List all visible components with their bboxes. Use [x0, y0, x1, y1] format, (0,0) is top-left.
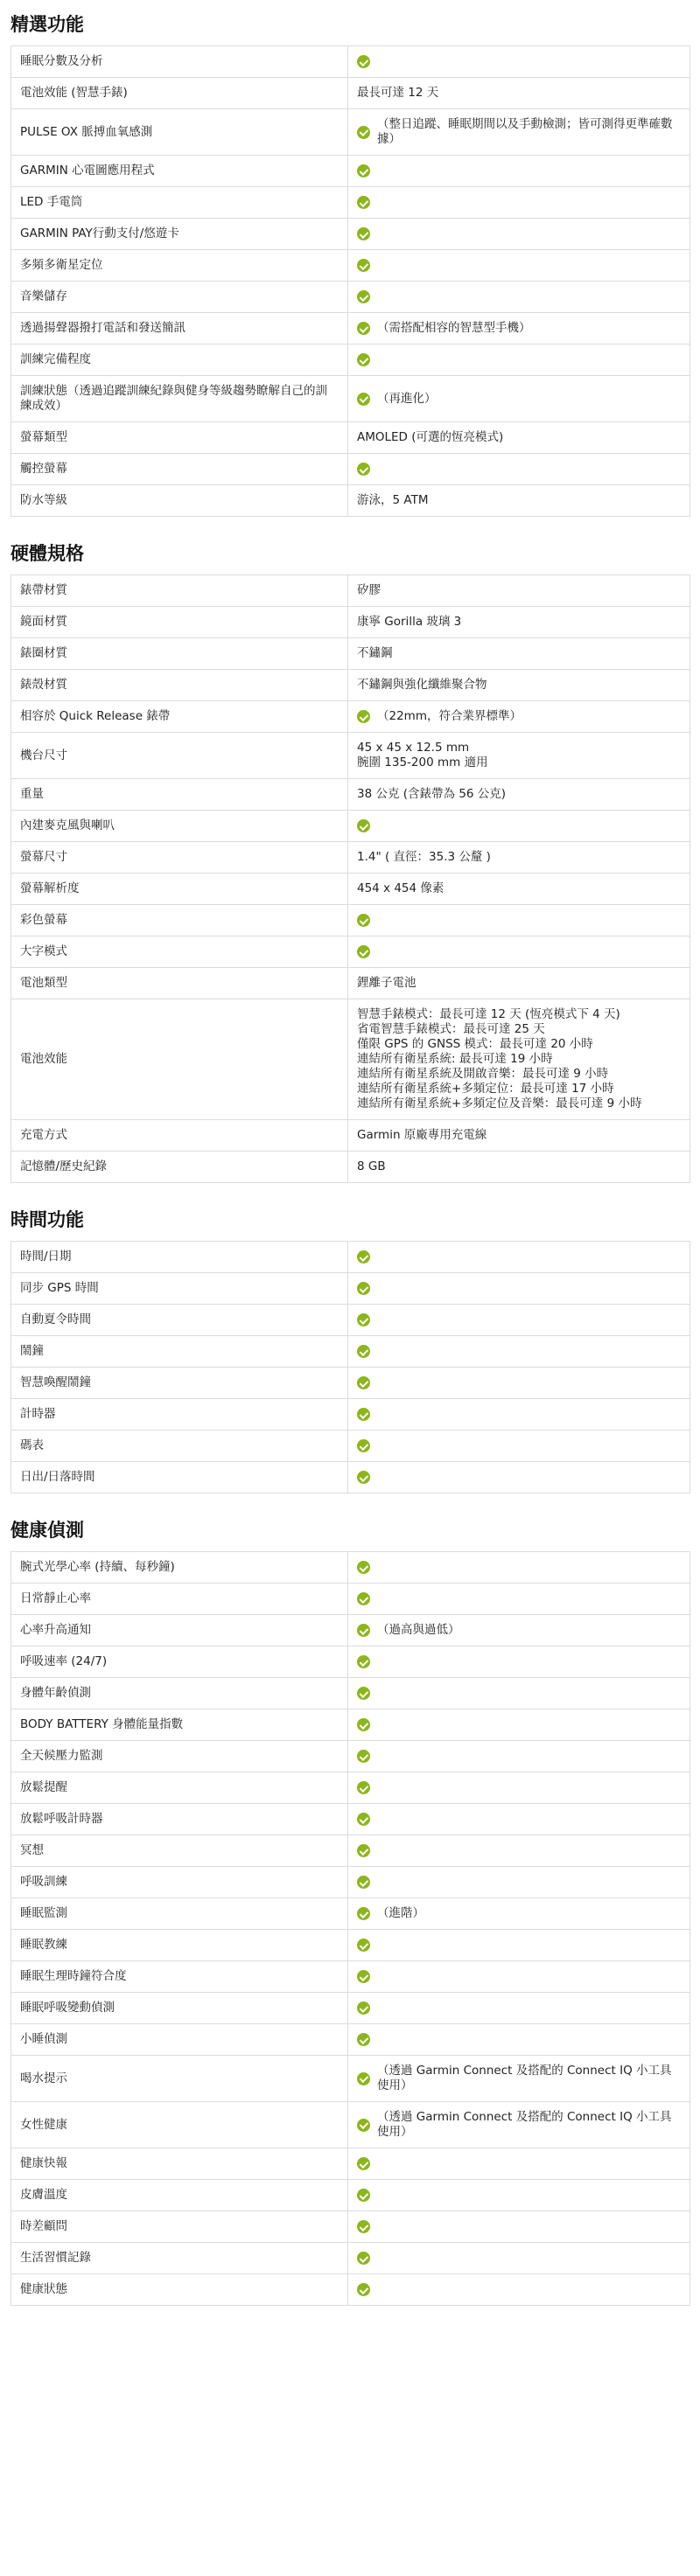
spec-value	[348, 1709, 690, 1741]
spec-value	[348, 2211, 690, 2243]
spec-value	[348, 2180, 690, 2211]
table-row	[11, 811, 690, 842]
spec-value	[348, 187, 690, 219]
spec-label: 重量	[11, 779, 348, 811]
check-circle-icon	[357, 2072, 370, 2085]
spec-label: GARMIN PAY行動支付/悠遊卡	[11, 219, 348, 250]
check-circle-icon	[357, 1592, 370, 1605]
spec-label: 生活習慣記錄	[11, 2243, 348, 2274]
spec-label: 錶帶材質	[11, 575, 348, 607]
spec-value	[348, 219, 690, 250]
table-row	[11, 999, 690, 1120]
spec-label: 睡眠監測	[11, 1898, 348, 1930]
table-row	[11, 2243, 690, 2274]
table-row	[11, 345, 690, 376]
spec-table	[10, 45, 690, 517]
spec-value	[348, 1741, 690, 1772]
check-circle-icon	[357, 55, 370, 68]
spec-value-text: 38 公克 (含錶帶為 56 公克)	[357, 787, 507, 801]
spec-value	[348, 2274, 690, 2306]
spec-value	[348, 1615, 690, 1647]
spec-value	[348, 1898, 690, 1930]
spec-label: 睡眠分數及分析	[11, 46, 348, 78]
spec-value	[348, 811, 690, 842]
check-circle-icon	[357, 1408, 370, 1421]
check-circle-icon	[357, 710, 370, 723]
check-circle-icon	[357, 290, 370, 303]
check-circle-icon	[357, 1687, 370, 1700]
spec-value	[348, 575, 690, 607]
spec-value	[348, 874, 690, 905]
table-row	[11, 1867, 690, 1898]
spec-value-text: 智慧手錶模式：最長可達 12 天 (恆亮模式下 4 天) 省電智慧手錶模式：最長可達 25 天 僅限 GPS 的 GNSS 模式：最長可達 20 小時 連結所有衛星系統: 最長可達 19 小時 連結所有衛星系統及開啟音樂：最長可達 9 小時 連結所有衛星系統+多頻定位：最長可達 17 小時 連結所有衛星系統+多頻定位及音樂：最長可達 9 小時	[357, 1007, 642, 1110]
spec-label: 多頻多衛星定位	[11, 250, 348, 282]
check-circle-icon	[357, 1844, 370, 1857]
spec-value	[348, 1462, 690, 1493]
check-circle-icon	[357, 322, 370, 335]
table-row	[11, 2056, 690, 2102]
spec-label: 內建麥克風與喇叭	[11, 811, 348, 842]
table-row	[11, 219, 690, 250]
check-circle-icon	[357, 2002, 370, 2015]
table-row	[11, 670, 690, 701]
spec-value	[348, 1647, 690, 1678]
table-row	[11, 1709, 690, 1741]
check-circle-icon	[357, 2283, 370, 2296]
check-circle-icon	[357, 2220, 370, 2233]
check-circle-icon	[357, 2157, 370, 2170]
spec-label: 訓練狀態（透過追蹤訓練紀錄與健身等級趨勢瞭解自己的訓練成效）	[11, 376, 348, 422]
check-circle-icon	[357, 1970, 370, 1983]
table-row	[11, 607, 690, 638]
check-circle-icon	[357, 126, 370, 139]
table-row	[11, 936, 690, 968]
table-row	[11, 1804, 690, 1835]
spec-value	[348, 670, 690, 701]
table-row	[11, 1305, 690, 1336]
table-row	[11, 454, 690, 485]
spec-value	[348, 2056, 690, 2102]
spec-value-text: （透過 Garmin Connect 及搭配的 Connect IQ 小工具使用）	[377, 2064, 672, 2092]
spec-value	[348, 1993, 690, 2024]
table-row	[11, 1273, 690, 1305]
table-row	[11, 1120, 690, 1152]
spec-value	[348, 968, 690, 999]
spec-value-text: 游泳，5 ATM	[357, 493, 429, 507]
spec-value	[348, 46, 690, 78]
spec-label: 皮膚溫度	[11, 2180, 348, 2211]
spec-label: GARMIN 心電圖應用程式	[11, 156, 348, 187]
table-row	[11, 78, 690, 109]
spec-label: 螢幕尺寸	[11, 842, 348, 874]
table-row	[11, 2274, 690, 2306]
table-row	[11, 46, 690, 78]
check-circle-icon	[357, 196, 370, 209]
table-row	[11, 905, 690, 936]
spec-label: 時差顧問	[11, 2211, 348, 2243]
spec-value	[348, 1152, 690, 1183]
spec-value	[348, 936, 690, 968]
spec-value	[348, 1242, 690, 1273]
spec-value	[348, 1584, 690, 1615]
spec-value	[348, 1804, 690, 1835]
spec-value	[348, 2148, 690, 2180]
table-row	[11, 1399, 690, 1431]
spec-label: 日出/日落時間	[11, 1462, 348, 1493]
check-circle-icon	[357, 1813, 370, 1826]
spec-table	[10, 1551, 690, 2306]
table-row	[11, 1336, 690, 1368]
table-row	[11, 376, 690, 422]
check-circle-icon	[357, 1907, 370, 1920]
spec-table	[10, 1241, 690, 1493]
spec-value	[348, 1273, 690, 1305]
section-title: 健康偵測	[10, 1520, 84, 1541]
check-circle-icon	[357, 2189, 370, 2202]
spec-label: 訓練完備程度	[11, 345, 348, 376]
check-circle-icon	[357, 1282, 370, 1295]
check-circle-icon	[357, 2119, 370, 2132]
table-row	[11, 874, 690, 905]
spec-value	[348, 1867, 690, 1898]
section-title: 硬體規格	[10, 543, 84, 564]
spec-value	[348, 109, 690, 156]
spec-label: 大字模式	[11, 936, 348, 968]
spec-value	[348, 1120, 690, 1152]
spec-value-text: 不鏽鋼	[357, 646, 393, 660]
spec-value-text: 1.4" ( 直徑：35.3 公釐 )	[357, 850, 491, 864]
table-row	[11, 422, 690, 454]
spec-label: 呼吸訓練	[11, 1867, 348, 1898]
spec-label: 心率升高通知	[11, 1615, 348, 1647]
spec-label: 呼吸速率 (24/7)	[11, 1647, 348, 1678]
spec-value	[348, 1305, 690, 1336]
spec-value	[348, 2024, 690, 2056]
spec-value	[348, 1961, 690, 1993]
table-row	[11, 1462, 690, 1493]
spec-value	[348, 1930, 690, 1961]
spec-value	[348, 2102, 690, 2148]
spec-label: 相容於 Quick Release 錶帶	[11, 701, 348, 733]
spec-value-text: 康寧 Gorilla 玻璃 3	[357, 615, 462, 629]
table-row	[11, 2102, 690, 2148]
check-circle-icon	[357, 1750, 370, 1763]
spec-label: 錶殼材質	[11, 670, 348, 701]
spec-value	[348, 282, 690, 313]
spec-value-text: 鋰離子電池	[357, 976, 416, 990]
spec-value	[348, 701, 690, 733]
spec-label: 充電方式	[11, 1120, 348, 1152]
spec-label: 健康快報	[11, 2148, 348, 2180]
spec-value	[348, 638, 690, 670]
spec-label: 睡眠呼吸變動偵測	[11, 1993, 348, 2024]
spec-label: 防水等級	[11, 485, 348, 517]
spec-label: 放鬆提醒	[11, 1772, 348, 1804]
spec-label: 彩色螢幕	[11, 905, 348, 936]
spec-label: 自動夏令時間	[11, 1305, 348, 1336]
spec-label: 全天候壓力監測	[11, 1741, 348, 1772]
table-row	[11, 701, 690, 733]
table-row	[11, 313, 690, 345]
spec-label: 音樂儲存	[11, 282, 348, 313]
spec-value-text: （再進化）	[377, 391, 437, 406]
table-row	[11, 842, 690, 874]
check-circle-icon	[357, 164, 370, 178]
spec-label: 計時器	[11, 1399, 348, 1431]
spec-value	[348, 454, 690, 485]
spec-label: 電池效能 (智慧手錶)	[11, 78, 348, 109]
check-circle-icon	[357, 1624, 370, 1637]
spec-label: 時間/日期	[11, 1242, 348, 1273]
spec-value-text: （透過 Garmin Connect 及搭配的 Connect IQ 小工具使用）	[377, 2110, 672, 2139]
check-circle-icon	[357, 1876, 370, 1889]
spec-value	[348, 2243, 690, 2274]
spec-value-text: 45 x 45 x 12.5 mm 腕圍 135-200 mm 適用	[357, 741, 488, 769]
check-circle-icon	[357, 819, 370, 832]
table-row	[11, 1930, 690, 1961]
table-row	[11, 187, 690, 219]
spec-label: 記憶體/歷史紀錄	[11, 1152, 348, 1183]
spec-value-text: （需搭配相容的智慧型手機）	[377, 321, 531, 335]
table-row	[11, 250, 690, 282]
table-row	[11, 1152, 690, 1183]
spec-label: 觸控螢幕	[11, 454, 348, 485]
spec-label: 身體年齡偵測	[11, 1678, 348, 1709]
spec-value	[348, 1772, 690, 1804]
table-row	[11, 485, 690, 517]
table-row	[11, 968, 690, 999]
spec-label: 健康狀態	[11, 2274, 348, 2306]
check-circle-icon	[357, 1250, 370, 1264]
spec-label: 日常靜止心率	[11, 1584, 348, 1615]
spec-label: 放鬆呼吸計時器	[11, 1804, 348, 1835]
spec-value-text: 最長可達 12 天	[357, 86, 439, 100]
spec-label: 機台尺寸	[11, 733, 348, 779]
table-row	[11, 1552, 690, 1584]
table-row	[11, 2024, 690, 2056]
spec-label: BODY BATTERY 身體能量指數	[11, 1709, 348, 1741]
spec-value	[348, 1336, 690, 1368]
table-row	[11, 1584, 690, 1615]
spec-label: 螢幕類型	[11, 422, 348, 454]
spec-value-text: 矽膠	[357, 583, 381, 597]
spec-value	[348, 905, 690, 936]
spec-table	[10, 574, 690, 1183]
spec-value-text: （22mm，符合業界標準）	[377, 709, 522, 723]
check-circle-icon	[357, 1376, 370, 1389]
spec-label: 小睡偵測	[11, 2024, 348, 2056]
check-circle-icon	[357, 1345, 370, 1358]
table-row	[11, 156, 690, 187]
check-circle-icon	[357, 1718, 370, 1731]
table-row	[11, 1993, 690, 2024]
check-circle-icon	[357, 1939, 370, 1952]
table-row	[11, 1898, 690, 1930]
spec-value	[348, 376, 690, 422]
spec-value-text: Garmin 原廠專用充電線	[357, 1128, 487, 1142]
check-circle-icon	[357, 227, 370, 240]
spec-label: PULSE OX 脈搏血氧感測	[11, 109, 348, 156]
check-circle-icon	[357, 1561, 370, 1574]
spec-value-text: （進階）	[377, 1906, 424, 1920]
spec-label: 碼表	[11, 1431, 348, 1462]
spec-label: 鏡面材質	[11, 607, 348, 638]
table-row	[11, 2180, 690, 2211]
table-row	[11, 733, 690, 779]
spec-value	[348, 999, 690, 1120]
spec-value-text: 454 x 454 像素	[357, 881, 444, 895]
table-row	[11, 1835, 690, 1867]
spec-value	[348, 1835, 690, 1867]
table-row	[11, 282, 690, 313]
check-circle-icon	[357, 914, 370, 927]
check-circle-icon	[357, 353, 370, 366]
table-row	[11, 1431, 690, 1462]
spec-label: 智慧喚醒鬧鐘	[11, 1368, 348, 1399]
spec-label: 睡眠教練	[11, 1930, 348, 1961]
check-circle-icon	[357, 393, 370, 406]
table-row	[11, 1741, 690, 1772]
spec-label: 電池類型	[11, 968, 348, 999]
spec-value	[348, 78, 690, 109]
spec-label: 電池效能	[11, 999, 348, 1120]
check-circle-icon	[357, 1655, 370, 1668]
check-circle-icon	[357, 1313, 370, 1326]
section-title: 時間功能	[10, 1209, 84, 1230]
spec-label: 冥想	[11, 1835, 348, 1867]
table-row	[11, 779, 690, 811]
spec-value	[348, 313, 690, 345]
spec-value	[348, 733, 690, 779]
table-row	[11, 1961, 690, 1993]
spec-value-text: （過高與過低）	[377, 1623, 460, 1637]
spec-value	[348, 607, 690, 638]
check-circle-icon	[357, 259, 370, 272]
spec-value	[348, 156, 690, 187]
spec-label: 喝水提示	[11, 2056, 348, 2102]
spec-value	[348, 1399, 690, 1431]
spec-label: 睡眠生理時鐘符合度	[11, 1961, 348, 1993]
spec-label: 腕式光學心率 (持續、每秒鐘)	[11, 1552, 348, 1584]
table-row	[11, 1615, 690, 1647]
table-row	[11, 1772, 690, 1804]
table-row	[11, 1368, 690, 1399]
table-row	[11, 1242, 690, 1273]
spec-value	[348, 250, 690, 282]
spec-value	[348, 1431, 690, 1462]
check-circle-icon	[357, 463, 370, 476]
spec-value	[348, 779, 690, 811]
table-row	[11, 1678, 690, 1709]
spec-label: 同步 GPS 時間	[11, 1273, 348, 1305]
check-circle-icon	[357, 1471, 370, 1484]
check-circle-icon	[357, 945, 370, 958]
check-circle-icon	[357, 1439, 370, 1452]
spec-value	[348, 842, 690, 874]
spec-label: 鬧鐘	[11, 1336, 348, 1368]
table-row	[11, 2211, 690, 2243]
table-row	[11, 575, 690, 607]
spec-value	[348, 1368, 690, 1399]
check-circle-icon	[357, 1781, 370, 1794]
spec-value-text: （整日追蹤、睡眠期間以及手動檢測；皆可測得更準確數據）	[377, 117, 673, 146]
spec-value	[348, 1678, 690, 1709]
spec-label: 女性健康	[11, 2102, 348, 2148]
table-row	[11, 2148, 690, 2180]
spec-label: LED 手電筒	[11, 187, 348, 219]
check-circle-icon	[357, 2033, 370, 2046]
check-circle-icon	[357, 2252, 370, 2265]
spec-value-text: 不鏽鋼與強化纖維聚合物	[357, 678, 487, 692]
spec-value-text: AMOLED (可選的恆亮模式)	[357, 430, 504, 444]
spec-value	[348, 485, 690, 517]
spec-value	[348, 345, 690, 376]
table-row	[11, 109, 690, 156]
spec-label: 螢幕解析度	[11, 874, 348, 905]
spec-value-text: 8 GB	[357, 1159, 386, 1173]
table-row	[11, 638, 690, 670]
section-title: 精選功能	[10, 14, 84, 35]
table-row	[11, 1647, 690, 1678]
spec-value	[348, 1552, 690, 1584]
spec-value	[348, 422, 690, 454]
spec-label: 錶圈材質	[11, 638, 348, 670]
spec-label: 透過揚聲器撥打電話和發送簡訊	[11, 313, 348, 345]
